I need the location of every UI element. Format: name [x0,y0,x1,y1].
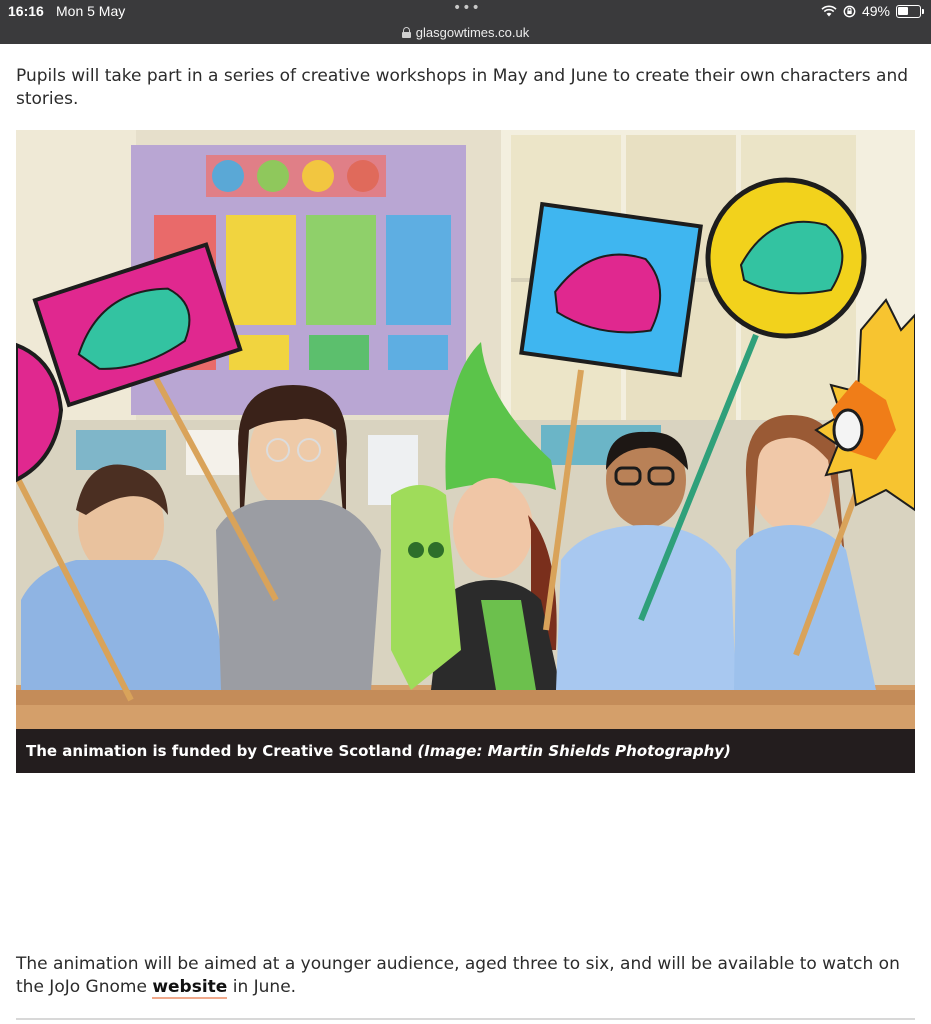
status-time: 16:16 [8,3,44,19]
paragraph-2-text-after: in June. [227,977,297,997]
photo-caption [16,729,915,773]
battery-percentage: 49% [861,3,890,19]
lock-rotation-icon [843,5,856,18]
multitasking-dots-icon[interactable]: ••• [453,0,481,16]
address-bar[interactable] [0,22,931,42]
article-figure [16,130,915,773]
status-indicators [821,3,921,19]
battery-level [898,7,908,15]
address-bar-url[interactable]: glasgowtimes.co.uk [415,24,530,40]
website-link[interactable]: website [152,977,228,997]
wifi-icon [821,5,837,17]
padlock-icon [402,27,411,38]
article-paragraph-2 [16,953,916,999]
divider [16,1018,915,1020]
status-bar [0,0,931,44]
caption-text: The animation is funded by Creative Scotland [26,742,413,760]
article-paragraph-1: Pupils will take part in a series of creative workshops in May and June to create their own characters and stories. [16,66,909,109]
article-photo[interactable] [16,130,915,729]
caption-credit: (Image: Martin Shields Photography) [417,742,731,760]
paragraph-2-text-before: The animation will be aimed at a younger audience, aged three to six, and will be available to watch on the JoJo Gnome [16,954,900,997]
status-date: Mon 5 May [56,3,126,19]
battery-icon [896,5,921,18]
